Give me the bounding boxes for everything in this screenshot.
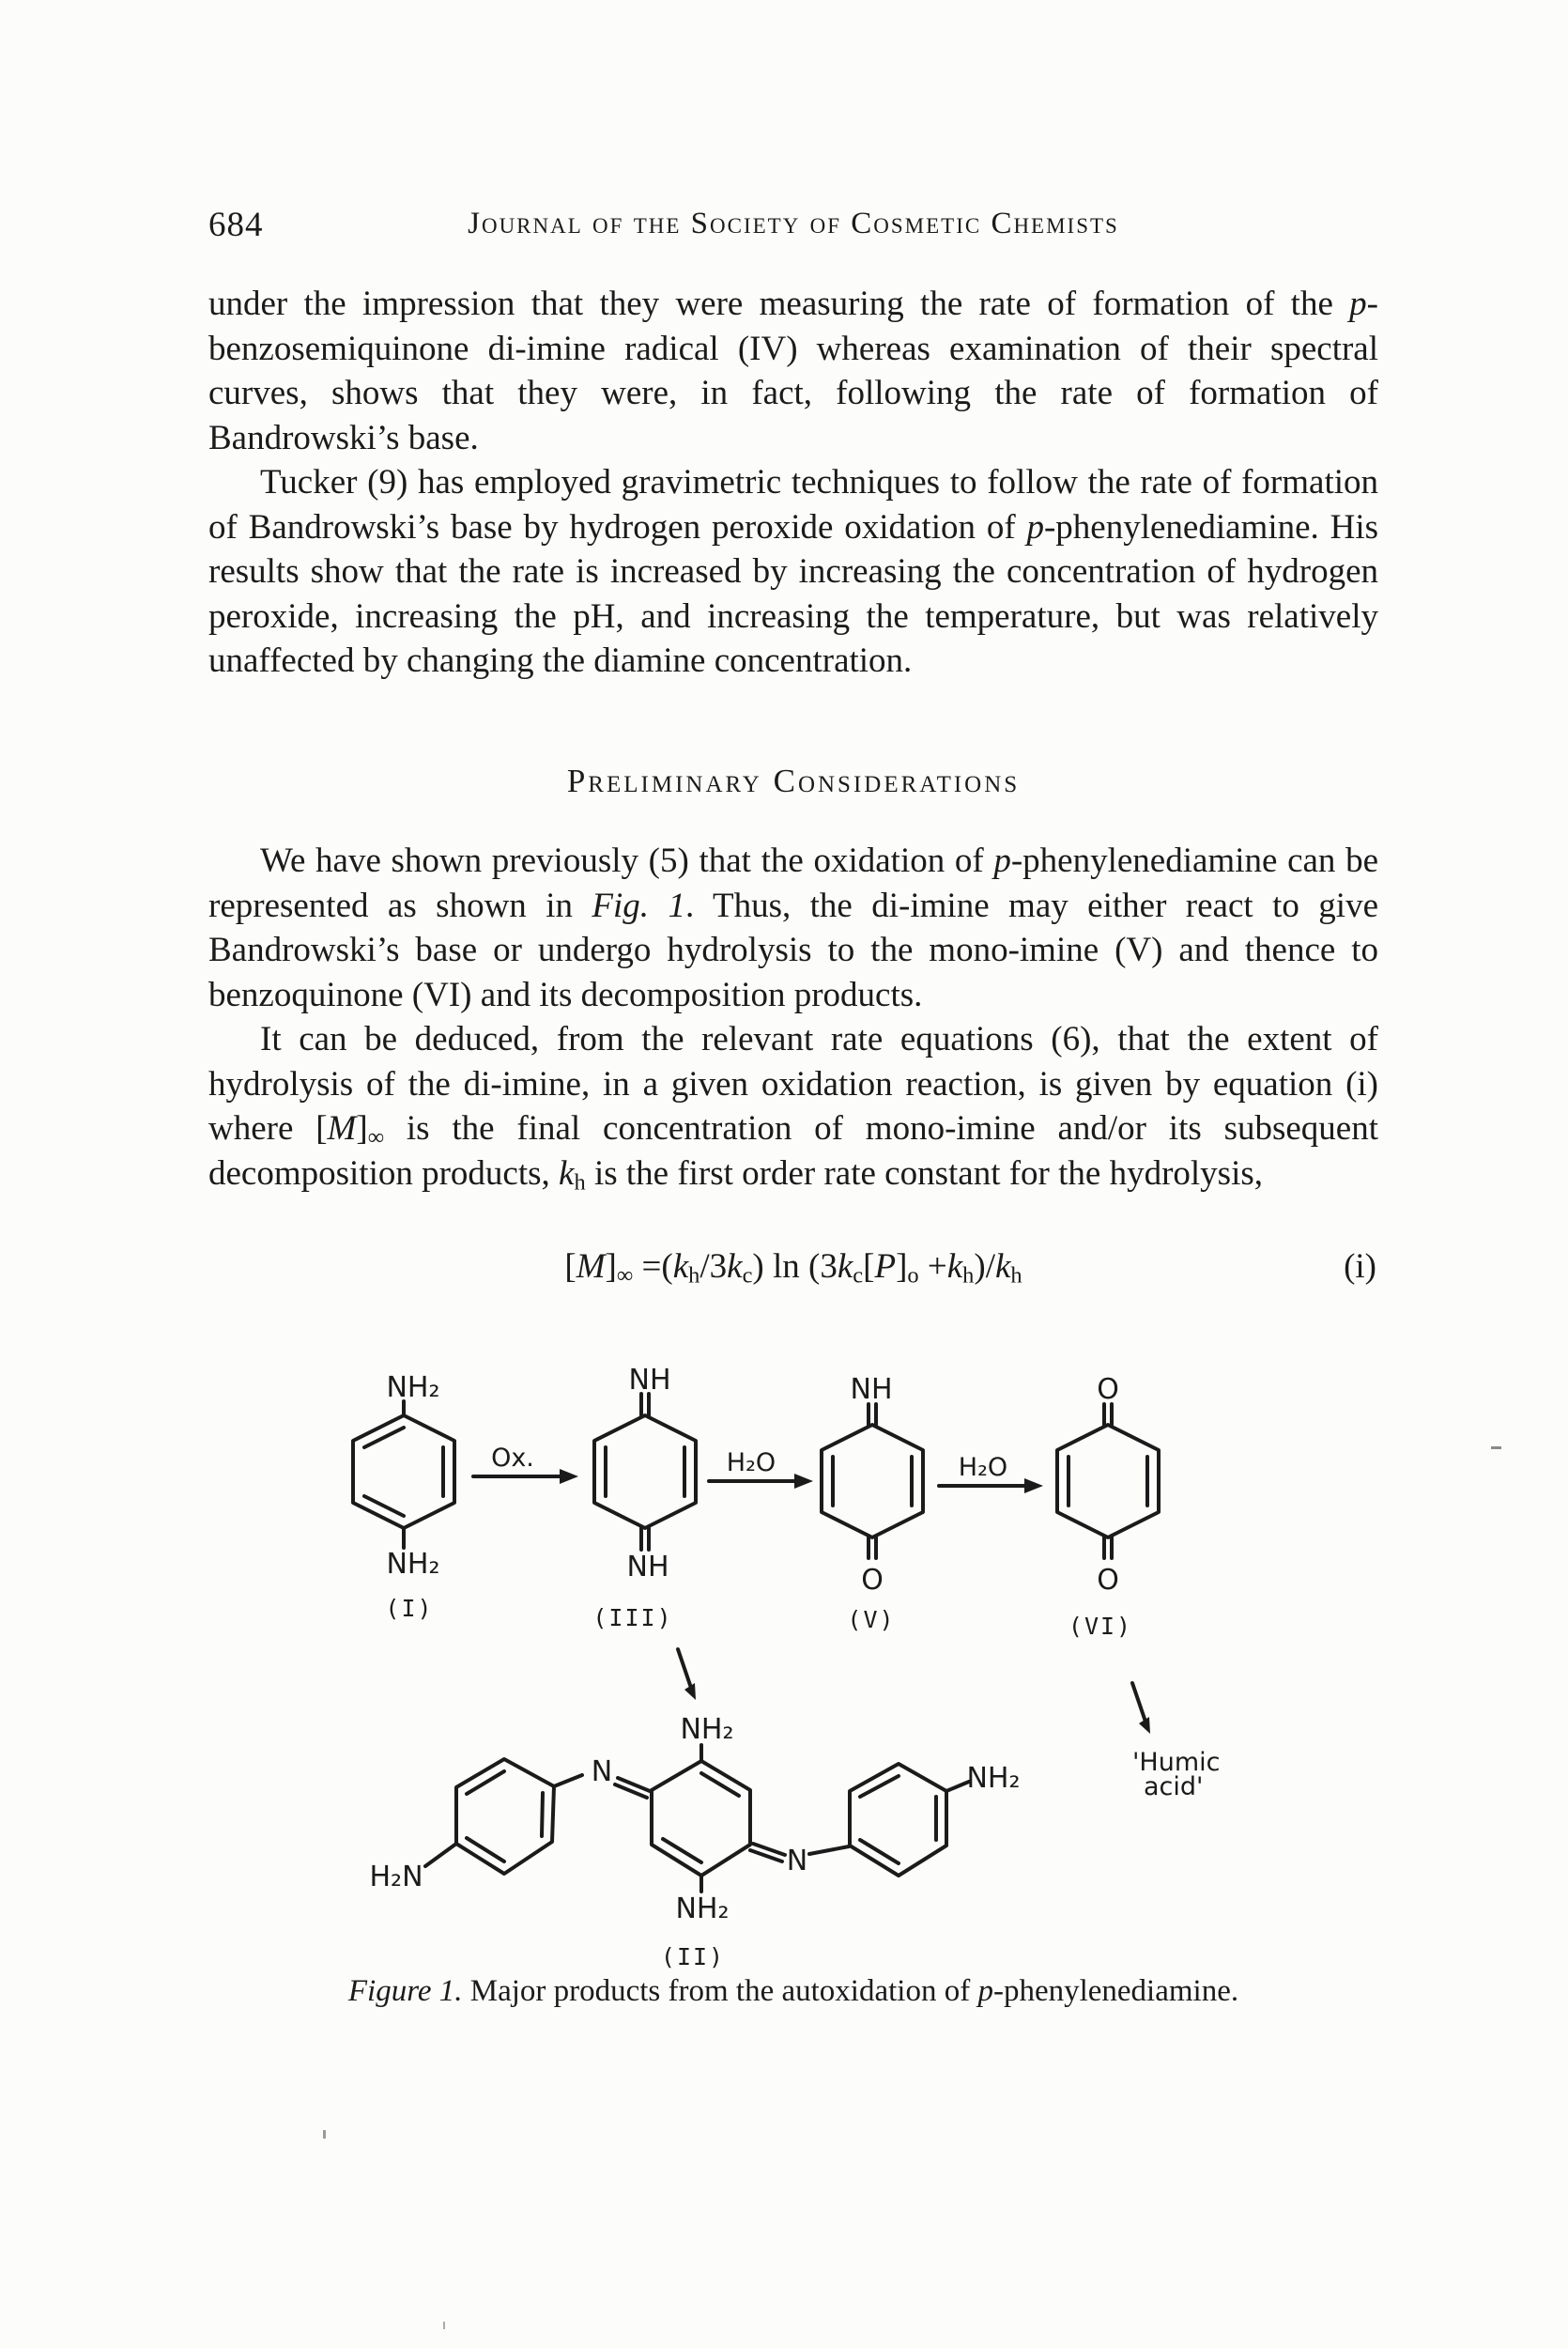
arrow-to-humic-acid bbox=[1132, 1683, 1150, 1734]
oxidation-arrow bbox=[473, 1444, 578, 1484]
equation-body: $[M]_\infty =(k_h/3k_c)$ $\ln (3k_c[P]_o +k_h)/k_h$ bbox=[564, 1247, 1022, 1289]
nh2-label: NH₂ bbox=[386, 1548, 440, 1581]
arrow-to-bandrowski-base bbox=[678, 1649, 696, 1700]
structure-III bbox=[592, 1364, 696, 1631]
structure-V bbox=[822, 1373, 923, 1633]
figure-caption: Figure 1. Major products from the autoxidation of p-phenylenediamine. bbox=[347, 1974, 1239, 2008]
hydrolysis-arrow-1 bbox=[709, 1448, 813, 1489]
compound-number-III: (III) bbox=[592, 1604, 673, 1631]
compound-number-VI: (VI) bbox=[1068, 1613, 1133, 1640]
humic-acid-label: 'Humic bbox=[1132, 1748, 1221, 1777]
scan-artifact bbox=[1491, 1446, 1501, 1449]
nh2-label: NH₂ bbox=[680, 1713, 734, 1746]
structure-I bbox=[353, 1371, 454, 1622]
h2o-label: H₂O bbox=[726, 1448, 776, 1477]
n-label: N bbox=[786, 1845, 808, 1877]
figure-1-reaction-scheme bbox=[263, 1334, 1380, 1991]
nh2-label: NH₂ bbox=[966, 1762, 1021, 1795]
structure-VI bbox=[1057, 1373, 1159, 1640]
h2o-label: H₂O bbox=[958, 1453, 1008, 1482]
hydrolysis-arrow-2 bbox=[939, 1453, 1043, 1493]
compound-number-I: (I) bbox=[385, 1595, 434, 1622]
paragraph-3: We have shown previously (5) that the oxidation of p-phenylenediamine can be represented as shown in Fig. 1. Thus, the di-imine may either react to give Bandrowski’s base or undergo hydrolysis to the mono-imine (V) and thence to benzoquinone (VI) and its decomposition products. bbox=[208, 842, 1378, 1014]
o-label: O bbox=[1097, 1564, 1119, 1597]
paragraph-2: Tucker (9) has employed gravimetric techniques to follow the rate of formation of Bandrowski’s base by hydrogen peroxide oxidation of p-phenylenediamine. His results show that the rate is increased by increasing the concentration of hydrogen peroxide, increasing the pH, and increasing the temperature, but was relatively unaffected by changing the diamine concentration. bbox=[208, 463, 1378, 680]
nh2-label: NH₂ bbox=[386, 1371, 440, 1404]
nh-label: NH bbox=[626, 1551, 669, 1583]
ox-label: Ox. bbox=[491, 1444, 534, 1473]
n-label: N bbox=[591, 1755, 613, 1788]
humic-acid-label: acid' bbox=[1144, 1772, 1204, 1801]
equation-number: (i) bbox=[1344, 1247, 1376, 1286]
nh-label: NH bbox=[628, 1364, 671, 1397]
o-label: O bbox=[861, 1564, 884, 1597]
structure-II bbox=[369, 1713, 1020, 1970]
nh-label: NH bbox=[850, 1373, 893, 1406]
h2n-label: H₂N bbox=[369, 1861, 423, 1893]
section-heading: Preliminary Considerations bbox=[566, 763, 1021, 799]
journal-running-title: Journal of the Society of Cosmetic Chemists bbox=[468, 207, 1119, 240]
nh2-label: NH₂ bbox=[675, 1892, 730, 1925]
scan-artifact bbox=[323, 2130, 326, 2139]
scan-artifact bbox=[443, 2322, 445, 2329]
equation-i bbox=[208, 1244, 1378, 1290]
o-label: O bbox=[1097, 1373, 1119, 1406]
paragraph-4: It can be deduced, from the relevant rate equations (6), that the extent of hydrolysis of the di-imine, in a given oxidation reaction, is given by equation (i) where $[M]_\infty$ is the final concentration of mono-imine and/or its subsequent decomposition products, $k_h$ is the first order rate constant for the hydrolysis, bbox=[208, 1020, 1379, 1195]
page-number: 684 bbox=[208, 206, 264, 244]
compound-number-II: (II) bbox=[660, 1943, 726, 1970]
paragraph-1: under the impression that they were measuring the rate of formation of the p-benzosemiquinone di-imine radical (IV) whereas examination of their spectral curves, shows that they were, in fact, following the rate of formation of Bandrowski’s base. bbox=[208, 285, 1378, 457]
compound-number-V: (V) bbox=[847, 1606, 896, 1633]
